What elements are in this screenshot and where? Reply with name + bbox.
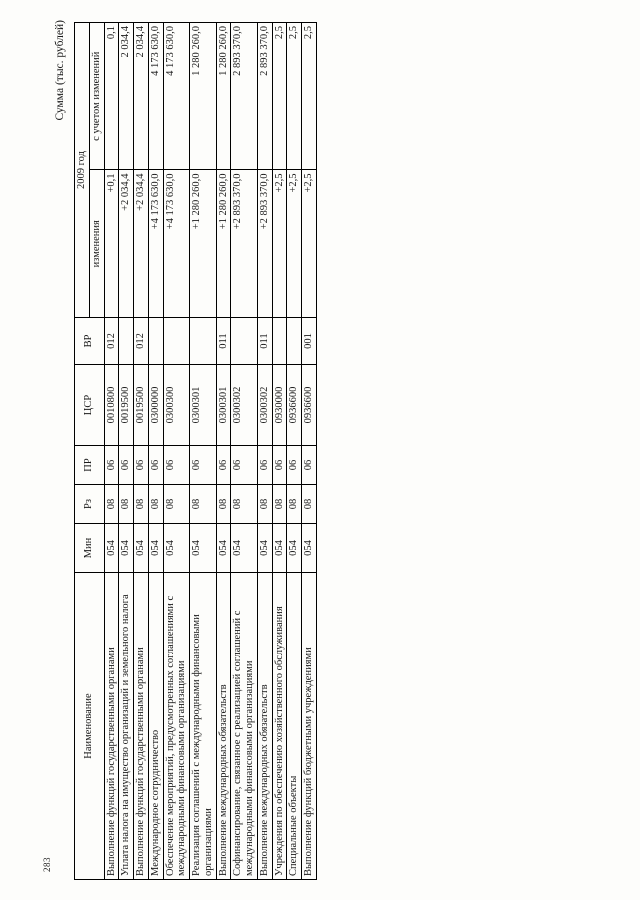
cell-pr: 06	[302, 446, 317, 485]
cell-rz: 08	[257, 485, 272, 524]
cell-min: 054	[302, 524, 317, 573]
cell-pr: 06	[134, 446, 149, 485]
cell-name: Выполнение функций государственными органами	[104, 573, 119, 880]
cell-total: 2 893 370,0	[231, 23, 258, 171]
cell-min: 054	[257, 524, 272, 573]
cell-name: Международное сотрудничество	[148, 573, 163, 880]
cell-changes: +2 893 370,0	[257, 170, 272, 318]
cell-vr: 012	[104, 318, 119, 365]
rotated-content	[40, 20, 600, 880]
cell-csr: 0936600	[302, 365, 317, 446]
cell-rz: 08	[216, 485, 231, 524]
table-row	[134, 23, 149, 880]
cell-total: 1 280 260,0	[190, 23, 217, 171]
cell-vr: 011	[257, 318, 272, 365]
cell-name: Выполнение международных обязательств	[257, 573, 272, 880]
cell-total: 2,5	[302, 23, 317, 171]
cell-pr: 06	[257, 446, 272, 485]
table-row	[148, 23, 163, 880]
cell-pr: 06	[163, 446, 190, 485]
cell-name: Выполнение функций бюджетными учреждениями	[302, 573, 317, 880]
cell-vr	[190, 318, 217, 365]
page-number: 283	[42, 857, 52, 872]
cell-min: 054	[216, 524, 231, 573]
cell-changes: +2,5	[287, 170, 302, 318]
col-header-csr: ЦСР	[75, 365, 105, 446]
cell-name: Реализация соглашений с международными финансовыми организациями	[190, 573, 217, 880]
cell-min: 054	[119, 524, 134, 573]
cell-changes: +4 173 630,0	[148, 170, 163, 318]
cell-rz: 08	[148, 485, 163, 524]
cell-vr: 011	[216, 318, 231, 365]
table-row	[104, 23, 119, 880]
cell-name: Обеспечение мероприятий, предусмотренных соглашениями с международными финансовыми организациями	[163, 573, 190, 880]
cell-changes: +2 893 370,0	[231, 170, 258, 318]
cell-csr: 0300000	[148, 365, 163, 446]
table-head	[75, 23, 105, 880]
table-row	[287, 23, 302, 880]
col-header-vr: ВР	[75, 318, 105, 365]
cell-pr: 06	[272, 446, 287, 485]
cell-min: 054	[272, 524, 287, 573]
cell-total: 1 280 260,0	[216, 23, 231, 171]
cell-rz: 08	[104, 485, 119, 524]
cell-pr: 06	[216, 446, 231, 485]
col-header-min: Мин	[75, 524, 105, 573]
cell-pr: 06	[231, 446, 258, 485]
cell-pr: 06	[148, 446, 163, 485]
budget-table	[74, 22, 317, 880]
table-row	[163, 23, 190, 880]
cell-pr: 06	[104, 446, 119, 485]
table-row	[272, 23, 287, 880]
cell-total: 2 893 370,0	[257, 23, 272, 171]
cell-total: 2 034,4	[134, 23, 149, 171]
cell-vr	[119, 318, 134, 365]
cell-vr	[231, 318, 258, 365]
cell-min: 054	[231, 524, 258, 573]
cell-total: 2,5	[272, 23, 287, 171]
cell-csr: 0300302	[257, 365, 272, 446]
sum-caption: Сумма (тыс. рублей)	[54, 20, 66, 121]
col-header-total: с учетом изменений	[89, 23, 104, 171]
cell-csr: 0300302	[231, 365, 258, 446]
table-row	[257, 23, 272, 880]
cell-vr	[272, 318, 287, 365]
cell-vr	[287, 318, 302, 365]
cell-min: 054	[148, 524, 163, 573]
cell-csr: 0930000	[272, 365, 287, 446]
cell-vr	[148, 318, 163, 365]
table-row	[302, 23, 317, 880]
cell-total: 4 173 630,0	[163, 23, 190, 171]
cell-csr: 0300301	[190, 365, 217, 446]
cell-name: Софинансирование, связанное с реализацией соглашений с международными финансовыми организациями	[231, 573, 258, 880]
cell-vr	[163, 318, 190, 365]
cell-name: Уплата налога на имущество организаций и земельного налога	[119, 573, 134, 880]
cell-name: Выполнение функций государственными органами	[134, 573, 149, 880]
cell-pr: 06	[287, 446, 302, 485]
cell-rz: 08	[272, 485, 287, 524]
cell-changes: +2 034,4	[119, 170, 134, 318]
cell-changes: +2,5	[272, 170, 287, 318]
cell-csr: 0300301	[216, 365, 231, 446]
cell-changes: +1 280 260,0	[190, 170, 217, 318]
table-body	[104, 23, 316, 880]
cell-changes: +1 280 260,0	[216, 170, 231, 318]
cell-csr: 0936600	[287, 365, 302, 446]
cell-changes: +2 034,4	[134, 170, 149, 318]
cell-changes: +0,1	[104, 170, 119, 318]
cell-csr: 0300300	[163, 365, 190, 446]
col-header-year: 2009 год	[75, 23, 90, 318]
cell-total: 4 173 630,0	[148, 23, 163, 171]
cell-csr: 0010800	[104, 365, 119, 446]
cell-min: 054	[134, 524, 149, 573]
cell-rz: 08	[231, 485, 258, 524]
cell-csr: 0019500	[119, 365, 134, 446]
cell-min: 054	[163, 524, 190, 573]
table-header-row-1	[75, 23, 90, 880]
cell-rz: 08	[119, 485, 134, 524]
cell-pr: 06	[119, 446, 134, 485]
cell-min: 054	[104, 524, 119, 573]
cell-total: 2,5	[287, 23, 302, 171]
cell-changes: +4 173 630,0	[163, 170, 190, 318]
table-row	[190, 23, 217, 880]
cell-csr: 0019500	[134, 365, 149, 446]
col-header-name: Наименование	[75, 573, 105, 880]
cell-rz: 08	[302, 485, 317, 524]
cell-vr: 012	[134, 318, 149, 365]
cell-rz: 08	[163, 485, 190, 524]
cell-total: 2 034,4	[119, 23, 134, 171]
cell-min: 054	[190, 524, 217, 573]
cell-min: 054	[287, 524, 302, 573]
cell-name: Специальные объекты	[287, 573, 302, 880]
col-header-changes: изменения	[89, 170, 104, 318]
table-row	[119, 23, 134, 880]
cell-rz: 08	[190, 485, 217, 524]
cell-rz: 08	[287, 485, 302, 524]
cell-rz: 08	[134, 485, 149, 524]
col-header-rz: Рз	[75, 485, 105, 524]
table-row	[216, 23, 231, 880]
cell-name: Выполнение международных обязательств	[216, 573, 231, 880]
cell-pr: 06	[190, 446, 217, 485]
cell-vr: 001	[302, 318, 317, 365]
table-row	[231, 23, 258, 880]
cell-name: Учреждения по обеспечению хозяйственного обслуживания	[272, 573, 287, 880]
cell-changes: +2,5	[302, 170, 317, 318]
col-header-pr: ПР	[75, 446, 105, 485]
cell-total: 0,1	[104, 23, 119, 171]
